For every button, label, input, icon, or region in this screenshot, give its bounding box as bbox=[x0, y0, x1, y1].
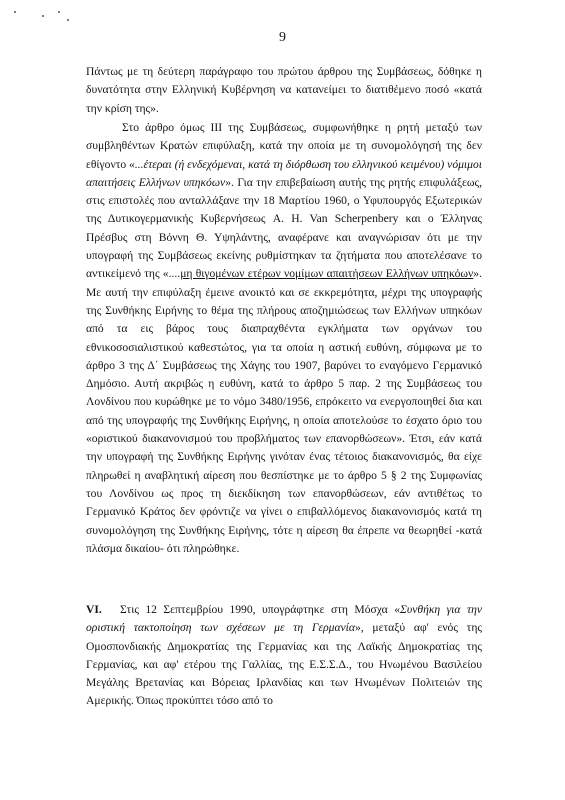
paragraph-1: Πάντως με τη δεύτερη παράγραφο του πρώτου άρθρου της Συμβάσεως, δόθηκε η δυνατότητα στην Ελληνική Κυβέρνηση να κατανείμει το διατιθέμενο ποσό «κατά την κρίση της». bbox=[86, 65, 482, 115]
section-vi-text: Στις 12 Σεπτεμβρίου 1990, υπογράφτηκε στη Μόσχα « bbox=[120, 603, 401, 616]
underlined-quote: μη θιγομένων ετέρων νομίμων απαιτήσεων Ελλήνων υπηκόων bbox=[180, 267, 474, 281]
section-number: VI. bbox=[86, 603, 102, 616]
treaty-title: Συνθήκη για την οριστική τακτοποίηση των σχέσεων με τη Γερμανία bbox=[86, 603, 482, 635]
page-number: 9 bbox=[279, 30, 286, 45]
scan-speck bbox=[42, 15, 44, 17]
paragraph-2-text: Στο άρθρο όμως ΙΙΙ της Συμβάσεως, συμφωνήθηκε η ρητή μεταξύ των συμβληθέντων Κρατών επιφύλαξη, κατά την οποία με τη συνομολόγησή της δεν εθίγοντο « bbox=[86, 121, 482, 171]
scan-speck bbox=[58, 11, 60, 13]
scan-speck bbox=[14, 11, 16, 13]
quoted-reservation: ...έτεραι (ή ενδεχόμεναι, κατά τη διόρθωση του ελληνικού κειμένου) νόμιμοι απαιτήσεις Ελλήνων υπηκόων bbox=[86, 157, 482, 189]
paragraph-2-text: ». Για την επιβεβαίωση αυτής της ρητής επιφυλάξεως, στις επιστολές που ανταλλάξανε την 18 Μαρτίου 1960, ο Υφυπουργός Εξωτερικών της Δυτικογερμανικής Κυβερνήσεως A. H. Van Scherpenbery και ο Έλληνας Πρέσβυς στη Βόννη Θ. Υψηλάντης, αναφέρανε και αναγνώρισαν ότι με την υπογραφή της Συμβάσεως εκείνης ρυθμίστηκαν τα ζητήματα που αποτελέσανε το αντικείμενό της «.... bbox=[86, 175, 482, 281]
paragraph-2-text: ». Με αυτή την επιφύλαξη έμεινε ανοικτό και σε εκκρεμότητα, μέχρι της υπογραφής της Συνθήκης Ειρήνης το θέμα της πλήρους αποζημιώσεως των Ελλήνων υπηκόων από τα εις βάρος τους διαπραχθέντα εγκλήματα των οργάνων του εθνικοσοσιαλιστικού καθεστώτος, για τα οποία η αστική ευθύνη, σύμφωνα με το άρθρο 3 της Δ΄ Συμβάσεως της Χάγης του 1907, βαρύνει το εναγόμενο Γερμανικό Δημόσιο. Αυτή ακριβώς η ευθύνη, κατά το άρθρο 5 παρ. 2 της Συμβάσεως του Λονδίνου που κυρώθηκε με το νόμο 3480/1956, επρόκειτο να ενεργοποιηθεί δια και από της υπογραφής της Συνθήκης Ειρήνης, η οποία αποτελούσε το έσχατο όριο του «οριστικού διακανονισμού του προβλήματος των επανορθώσεων». Έτσι, εάν κατά την υπογραφή της Συνθήκης Ειρήνης γινόταν ένας τέτοιος διακανονισμός, θα είχε πληρωθεί η αναβλητική αίρεση που θεσπίστηκε με το άρθρο 5 § 2 της Συμφωνίας του Λονδίνου ως προς τη διεκδίκηση των επανορθώσεων, εάν αντιθέτως το Γερμανικό Κράτος δεν φρόντιζε να γίνει ο επιβαλλόμενος διακανονισμός κατά τη συνομολόγηση της Συνθήκης Ειρήνης, τότε η αίρεση θα έπρεπε να θεωρηθεί -κατά πλάσμα δικαίου- ότι πληρώθηκε. bbox=[86, 267, 482, 555]
section-vi-text: », μεταξύ αφ' ενός της Ομοσπονδιακής Δημοκρατίας της Γερμανίας και της Λαϊκής Δημοκρατίας της Γερμανίας, και αφ' ετέρου της Γαλλίας, της Ε.Σ.Σ.Δ., του Ηνωμένου Βασιλείου Μεγάλης Βρετανίας και Βόρειας Ιρλανδίας και των Ηνωμένων Πολιτειών της Αμερικής. Όπως προκύπτει τόσο από το bbox=[86, 621, 482, 708]
scan-speck bbox=[67, 19, 69, 21]
paragraph-2 bbox=[86, 119, 482, 558]
section-vi-paragraph bbox=[86, 601, 482, 711]
